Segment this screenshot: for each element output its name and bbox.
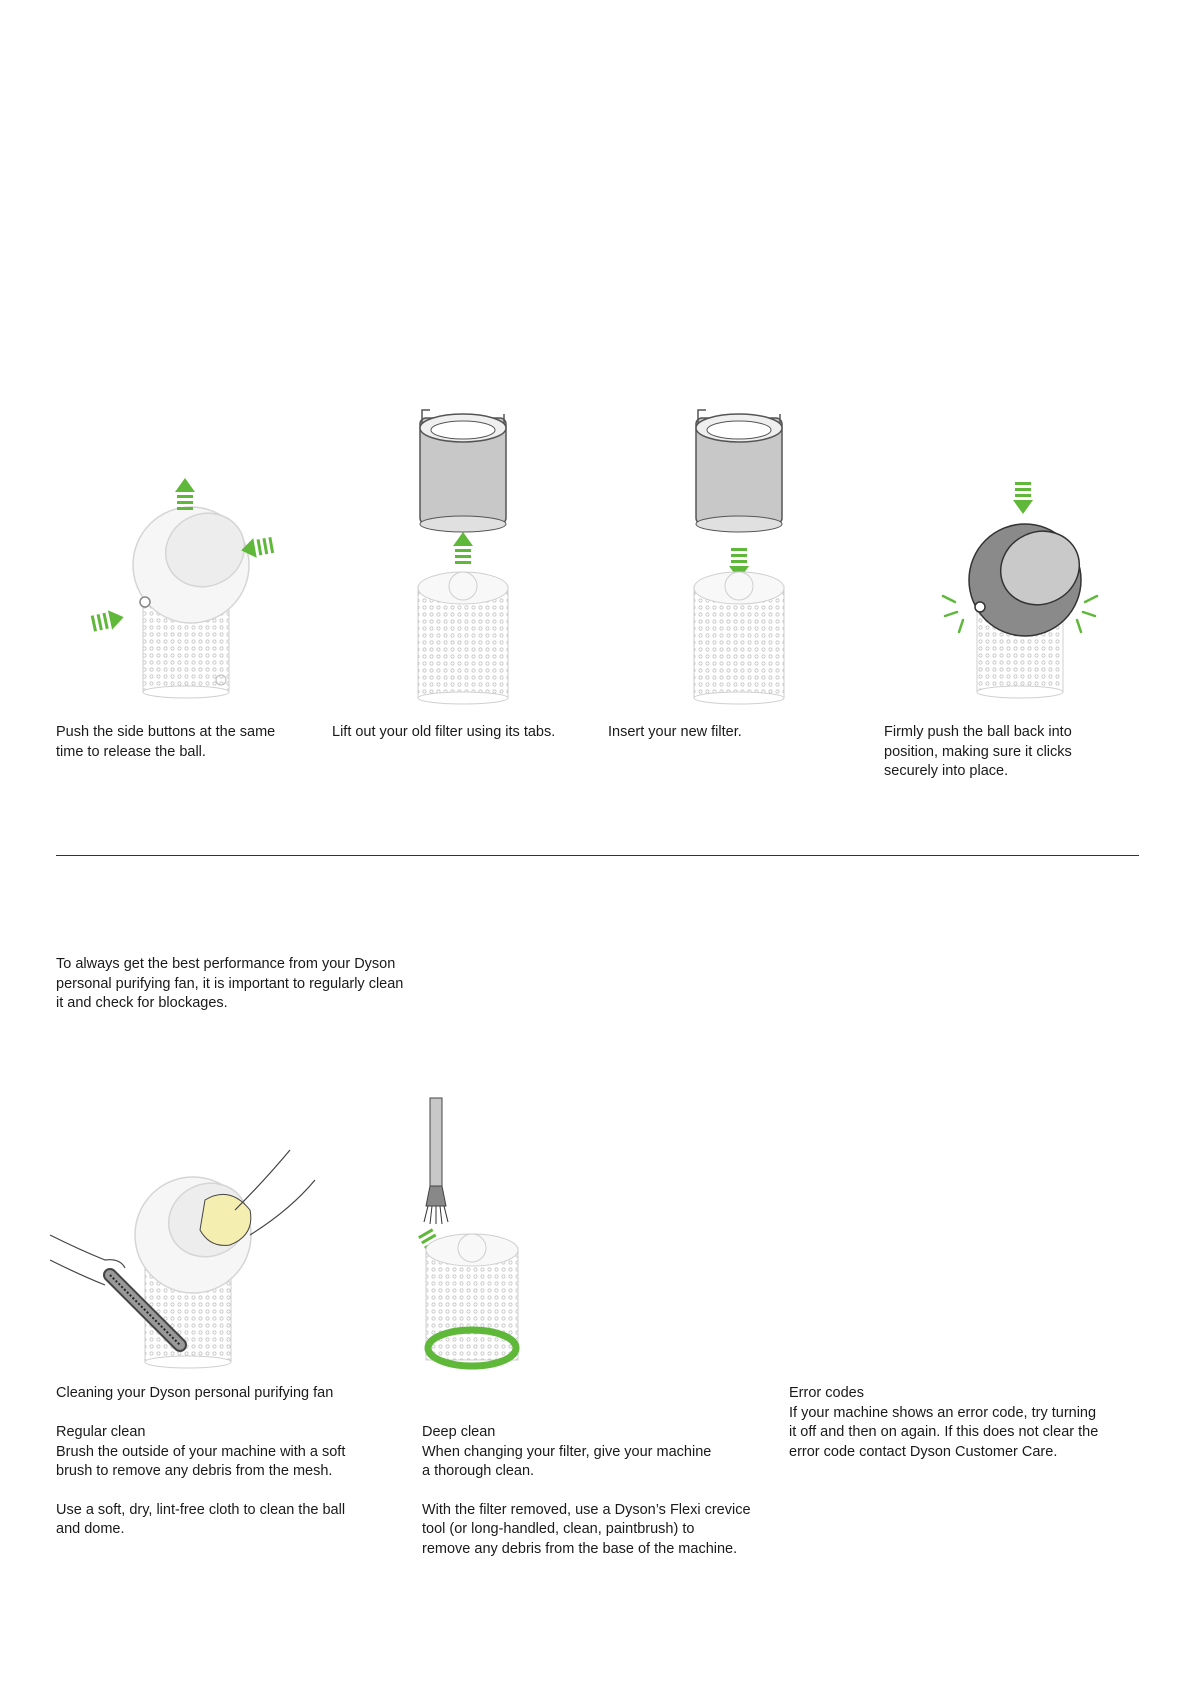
intro-text: To always get the best performance from your Dyson personal purifying fan, it is important to regularly clean it and check for blockages. (56, 956, 404, 1011)
error-codes-p1: If your machine shows an error code, try turning it off and then on again. If this does not clear the error code contact Dyson Customer Care. (789, 1404, 1099, 1460)
regular-clean-illustration (50, 1140, 330, 1380)
step2-illustration (400, 408, 530, 708)
regular-clean-p1: Brush the outside of your machine with a soft brush to remove any debris from the mesh. (56, 1443, 346, 1479)
step1-illustration (85, 470, 285, 710)
regular-clean-heading: Regular clean (56, 1424, 146, 1440)
step4-illustration (935, 470, 1105, 710)
step3-caption: Insert your new filter. (608, 724, 742, 740)
deep-clean-heading: Deep clean (422, 1424, 496, 1440)
deep-clean-p1: When changing your filter, give your machine a thorough clean. (422, 1443, 712, 1479)
deep-clean-p2: With the filter removed, use a Dyson’s Flexi crevice tool (or long-handled, clean, paintbrush) to remove any debris from the base of the machine. (422, 1501, 751, 1557)
step2-caption: Lift out your old filter using its tabs. (332, 724, 556, 740)
deep-clean-illustration (416, 1098, 536, 1370)
cleaning-title: Cleaning your Dyson personal purifying fan (56, 1385, 334, 1401)
section-divider (56, 855, 1139, 856)
step1-caption: Push the side buttons at the same time to release the ball. (56, 724, 276, 760)
step3-illustration (676, 408, 806, 708)
error-codes-heading: Error codes (789, 1385, 864, 1401)
step4-caption: Firmly push the ball back into position, making sure it clicks securely into place. (884, 724, 1072, 779)
regular-clean-p2: Use a soft, dry, lint-free cloth to clean the ball and dome. (56, 1501, 346, 1537)
